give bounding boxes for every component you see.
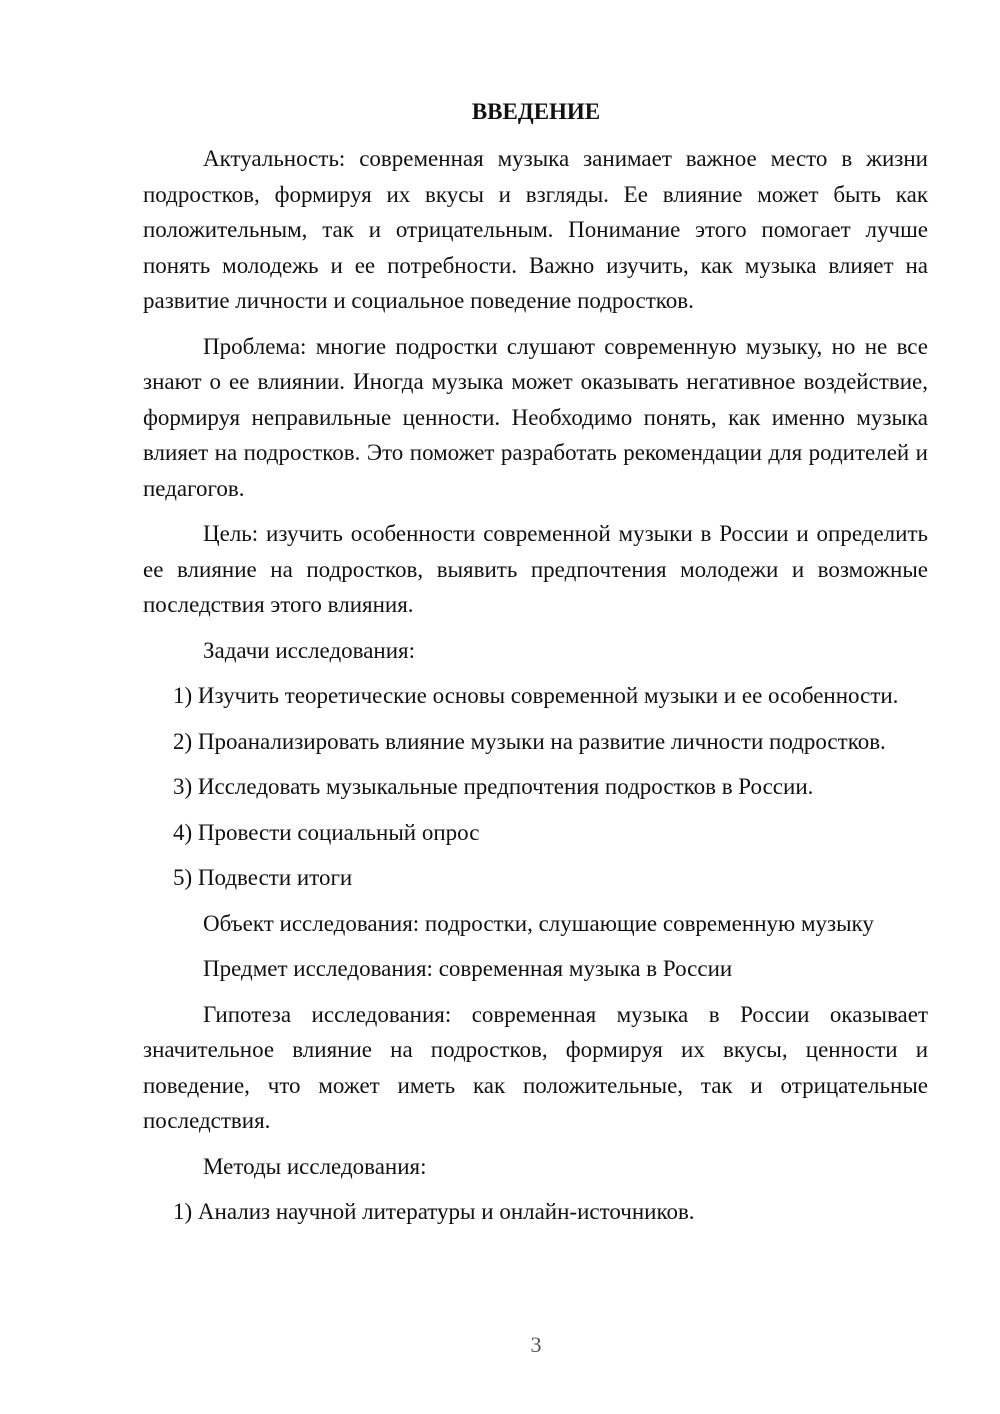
paragraph-research-object: Объект исследования: подростки, слушающие современную музыку (203, 910, 874, 936)
paragraph-tasks-heading: Задачи исследования: (203, 637, 416, 663)
list-item-method-1: 1) Анализ научной литературы и онлайн-источников. (173, 1199, 695, 1224)
page-title: ВВЕДЕНИЕ (471, 99, 601, 124)
list-item-task-4: 4) Провести социальный опрос (173, 819, 480, 845)
list-item-task-3: 3) Исследовать музыкальные предпочтения подростков в России. (173, 774, 814, 799)
paragraph-methods-heading: Методы исследования: (203, 1153, 427, 1179)
paragraph-problem: Проблема: многие подростки слушают современную музыку, но не все знают о ее влиянии. Иногда музыка может оказывать негативное воздействие, формируя неправильные ценности. Необходимо понять, как именно музыка влияет на подростков. Это поможет разработать рекомендации для родителей и педагогов. (143, 333, 928, 501)
page-number: 3 (530, 1332, 542, 1357)
list-item-task-2: 2) Проанализировать влияние музыки на развитие личности подростков. (173, 728, 886, 754)
paragraph-goal: Цель: изучить особенности современной музыки в России и определить ее влияние на подростков, выявить предпочтения молодежи и возможные последствия этого влияния. (143, 521, 928, 617)
list-item-task-5: 5) Подвести итоги (173, 865, 353, 890)
paragraph-relevance: Актуальность: современная музыка занимает важное место в жизни подростков, формируя их вкусы и взгляды. Ее влияние может быть как положительным, так и отрицательным. Понимание этого помогает лучше понять молодежь и ее потребности. Важно изучить, как музыка влияет на развитие личности и социальное поведение подростков. (143, 146, 928, 313)
paragraph-research-subject: Предмет исследования: современная музыка в России (203, 956, 733, 981)
paragraph-hypothesis: Гипотеза исследования: современная музыка в России оказывает значительное влияние на подростков, формируя их вкусы, ценности и поведение, что может иметь как положительные, так и отрицательные последствия. (143, 1001, 928, 1133)
document-body (143, 141, 928, 1240)
list-item-task-1: 1) Изучить теоретические основы современной музыки и ее особенности. (173, 683, 899, 708)
